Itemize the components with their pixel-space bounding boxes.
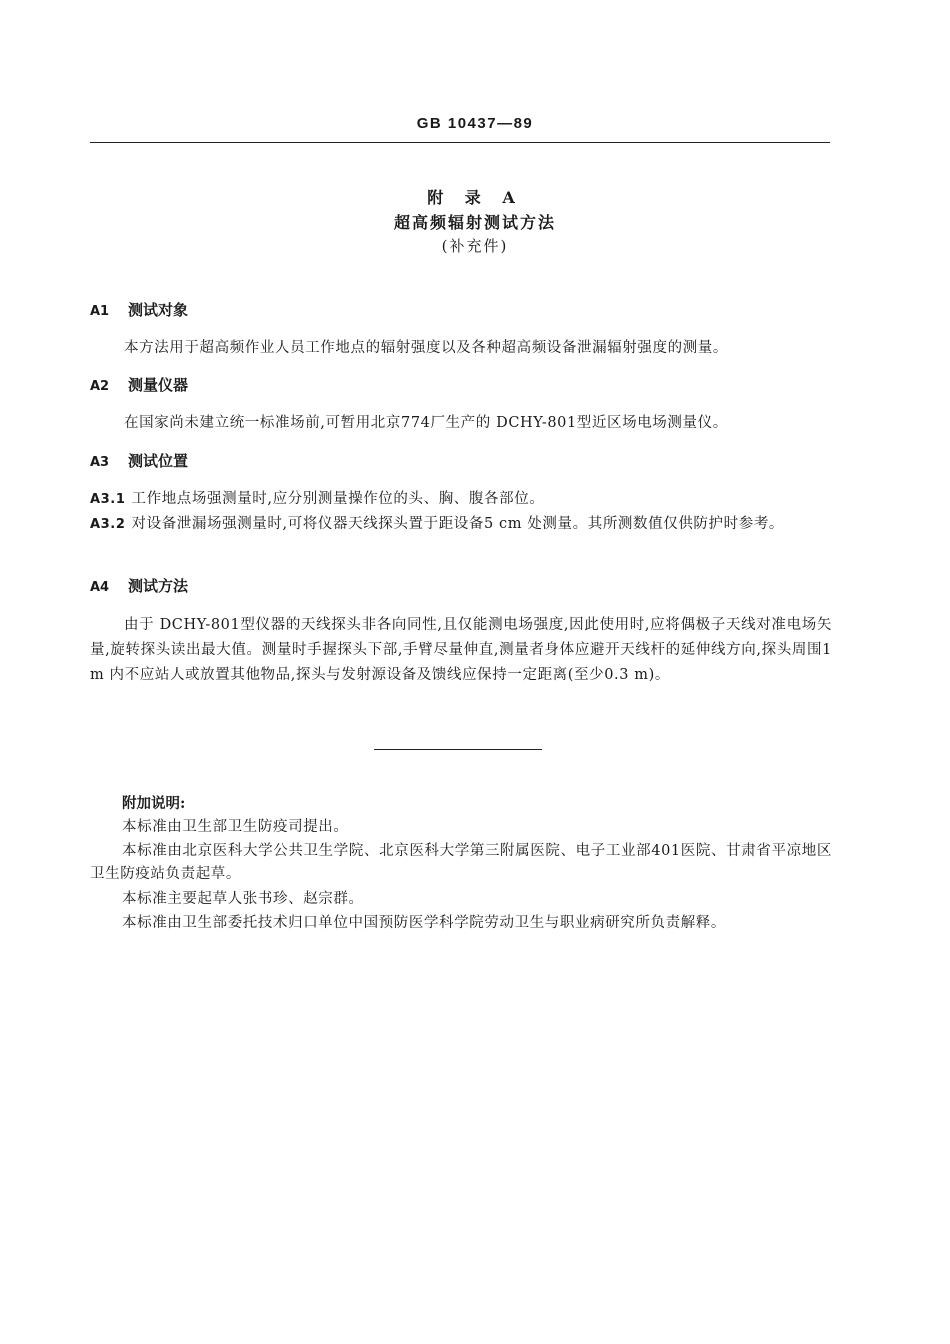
clause-a3-1: [90, 487, 832, 512]
section-a4-text: 由于 DCHY-801型仪器的天线探头非各向同性,且仅能测电场强度,因此使用时,应将偶极子天线对准电场矢量,旋转探头读出最大值。测量时手握探头下部,手臂尽量伸直,测量者身体应避开天线杆的延伸线方向,探头周围1 m 内不应站人或放置其他物品,探头与发射源设备及馈线应保持一定距离(至少0.3 m)。: [90, 617, 832, 683]
section-a3-heading: [90, 450, 188, 471]
clause-text: 对设备泄漏场强测量时,可将仪器天线探头置于距设备5 cm 处测量。其所测数值仅供防护时参考。: [131, 516, 785, 532]
note-proposer: 本标准由卫生部卫生防疫司提出。: [122, 819, 349, 835]
section-title: 测试方法: [128, 577, 189, 595]
clause-number: A3.1: [90, 492, 126, 507]
section-title: 测量仪器: [128, 376, 189, 394]
clause-a3-2: [90, 512, 832, 537]
section-number: A3: [90, 455, 110, 470]
clause-number: A3.2: [90, 517, 126, 532]
document-title: 超高频辐射测试方法: [393, 213, 556, 232]
section-title: 测试位置: [128, 452, 189, 470]
section-a1-text: 本方法用于超高频作业人员工作地点的辐射强度以及各种超高频设备泄漏辐射强度的测量。: [124, 340, 728, 356]
section-number: A4: [90, 580, 110, 595]
section-a4-heading: [90, 575, 188, 596]
clause-text: 工作地点场强测量时,应分别测量操作位的头、胸、腹各部位。: [131, 491, 545, 507]
section-a1-heading: [90, 299, 188, 320]
note-interpretation: 本标准由卫生部委托技术归口单位中国预防医学科学院劳动卫生与职业病研究所负责解释。: [122, 915, 726, 931]
end-divider: [374, 749, 542, 750]
appendix-label: 附 录 A: [427, 188, 523, 207]
section-number: A1: [90, 304, 110, 319]
section-a2-text: 在国家尚未建立统一标准场前,可暂用北京774厂生产的 DCHY-801型近区场电场测量仪。: [124, 415, 728, 431]
section-number: A2: [90, 379, 110, 394]
section-a2-heading: [90, 374, 188, 395]
supplement-label: (补充件): [441, 237, 509, 255]
standard-code: GB 10437—89: [416, 115, 534, 132]
notes-title: 附加说明:: [122, 795, 186, 812]
section-title: 测试对象: [128, 301, 189, 319]
note-drafting-units: 本标准由北京医科大学公共卫生学院、北京医科大学第三附属医院、电子工业部401医院、甘肃省平凉地区卫生防疫站负责起草。: [90, 843, 832, 882]
header-rule: [90, 142, 830, 143]
note-drafters: 本标准主要起草人张书珍、赵宗群。: [122, 891, 364, 907]
